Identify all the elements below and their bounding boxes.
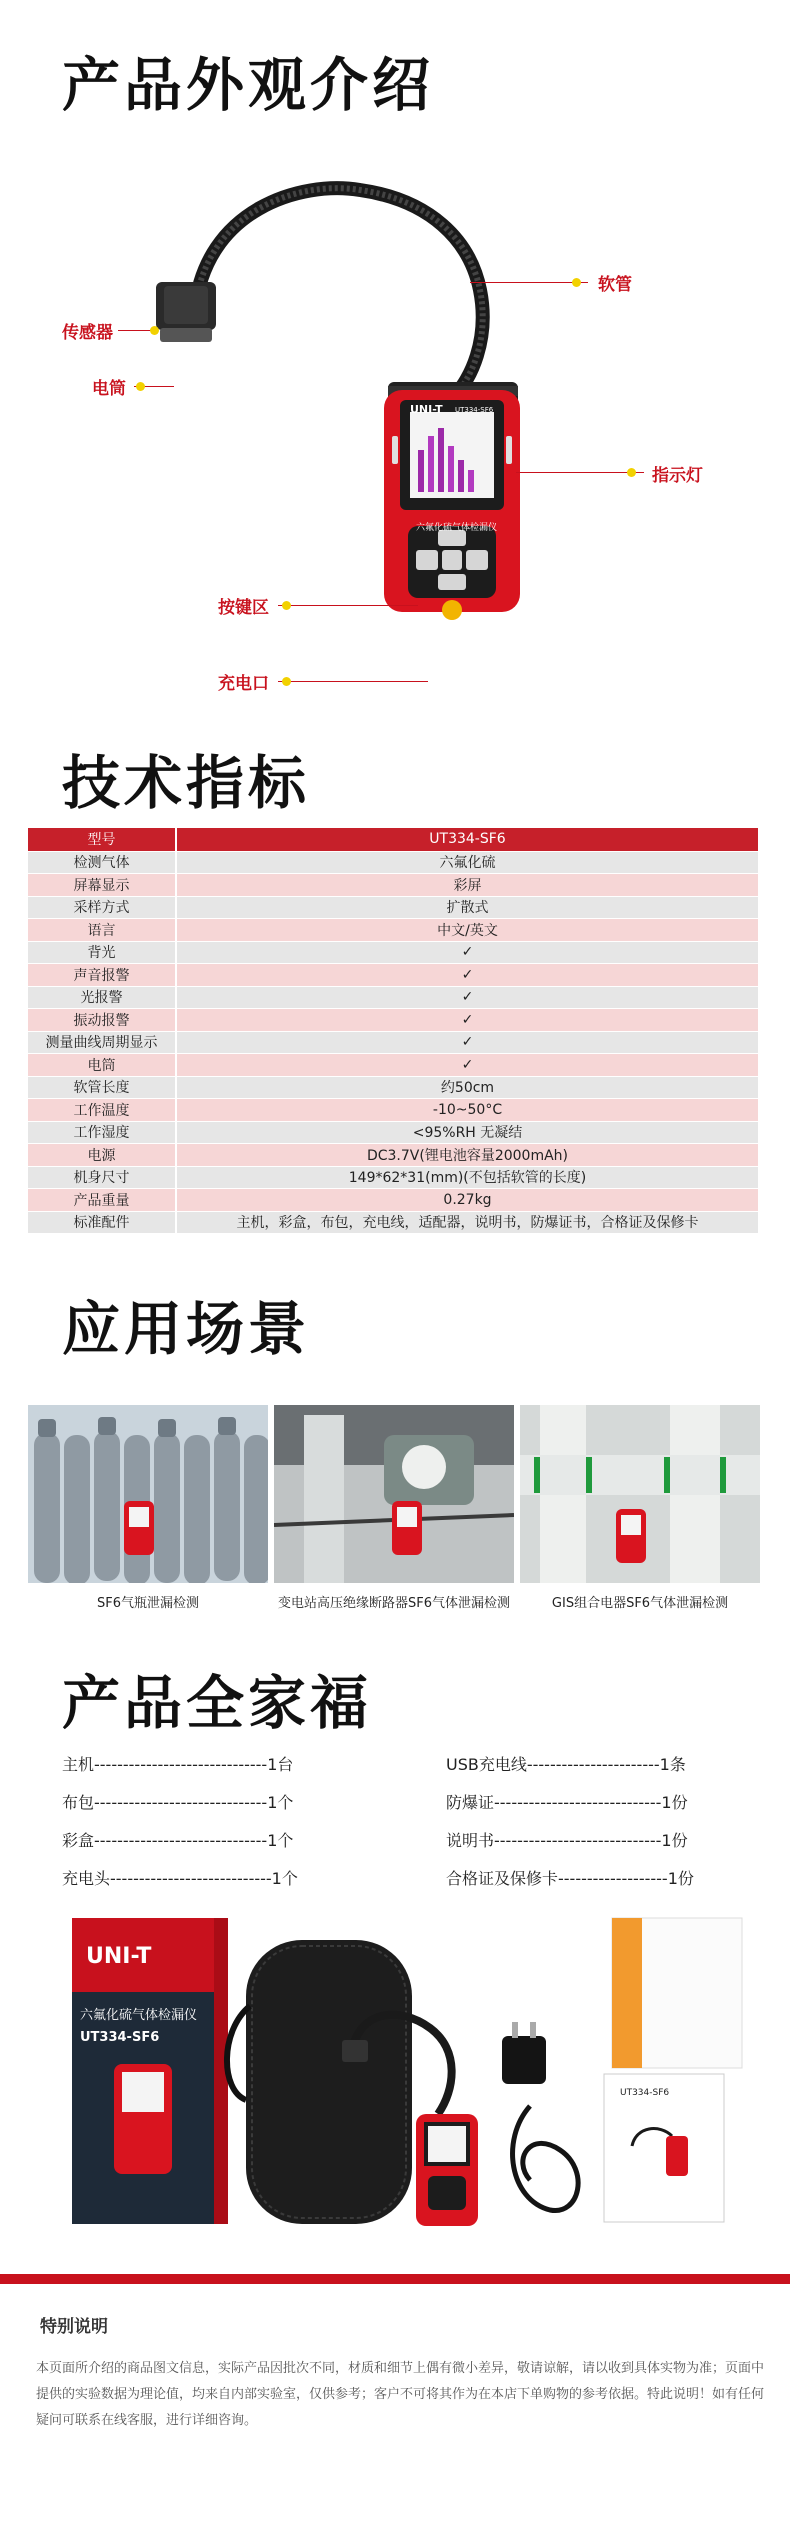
accessory-item: 充电头----------------------------1个	[62, 1869, 298, 1888]
spec-value: ✓	[176, 964, 758, 987]
label-hose: 软管	[598, 275, 632, 295]
spec-key: 机身尺寸	[28, 1166, 176, 1189]
spec-row	[28, 874, 758, 897]
dot-sensor	[150, 326, 159, 335]
spec-row	[28, 1211, 758, 1234]
spec-key: 屏幕显示	[28, 874, 176, 897]
spec-value: 主机，彩盒，布包，充电线，适配器，说明书，防爆证书，合格证及保修卡	[176, 1211, 758, 1234]
spec-row	[28, 896, 758, 919]
spec-row	[28, 1121, 758, 1144]
spec-header-value: UT334-SF6	[176, 828, 758, 851]
spec-value: <95%RH 无凝结	[176, 1121, 758, 1144]
notice-title: 特别说明	[40, 2317, 108, 2337]
spec-row	[28, 1031, 758, 1054]
cert-mark: CNEX	[582, 1988, 612, 2067]
spec-table	[28, 828, 758, 1234]
spec-key: 电筒	[28, 1054, 176, 1077]
spec-key: 电源	[28, 1144, 176, 1167]
spec-row	[28, 1144, 758, 1167]
accessory-item: USB充电线-----------------------1条	[446, 1755, 686, 1774]
label-keypad: 按键区	[218, 598, 269, 618]
spec-row	[28, 1054, 758, 1077]
spec-row	[28, 1166, 758, 1189]
spec-key: 产品重量	[28, 1189, 176, 1212]
device-model: UT334-SF6	[455, 406, 494, 414]
accessory-item: 布包------------------------------1个	[62, 1793, 294, 1812]
spec-value: ✓	[176, 1031, 758, 1054]
scenes-title: 应用场景	[62, 1295, 311, 1363]
spec-row	[28, 1076, 758, 1099]
dot-indicator	[627, 468, 636, 477]
spec-key: 工作温度	[28, 1099, 176, 1122]
label-sensor: 传感器	[62, 323, 113, 343]
spec-value: ✓	[176, 1009, 758, 1032]
accessory-item: 防爆证-----------------------------1份	[446, 1793, 688, 1812]
label-charge-port: 充电口	[218, 674, 269, 694]
spec-row	[28, 1189, 758, 1212]
label-flashlight: 电筒	[92, 379, 126, 399]
box-brand: UNI-T	[86, 1944, 152, 1969]
spec-key: 光报警	[28, 986, 176, 1009]
spec-value: DC3.7V(锂电池容量2000mAh)	[176, 1144, 758, 1167]
lead-indicator	[516, 472, 644, 473]
spec-row	[28, 1009, 758, 1032]
box-name: 六氟化硫气体检漏仪	[80, 2008, 198, 2023]
spec-key: 采样方式	[28, 896, 176, 919]
spec-value: -10~50°C	[176, 1099, 758, 1122]
specs-title: 技术指标	[62, 749, 311, 817]
scene-photo-substation	[274, 1405, 514, 1583]
lead-keypad	[278, 605, 418, 606]
accessory-item: 主机------------------------------1台	[62, 1755, 294, 1774]
spec-key: 工作湿度	[28, 1121, 176, 1144]
family-photo	[60, 1910, 760, 2240]
dot-flashlight	[136, 382, 145, 391]
spec-key: 软管长度	[28, 1076, 176, 1099]
spec-key: 检测气体	[28, 851, 176, 874]
spec-value: ✓	[176, 1054, 758, 1077]
lead-charge-port	[278, 681, 428, 682]
dot-hose	[572, 278, 581, 287]
box-model: UT334-SF6	[80, 2030, 160, 2045]
accessory-item: 合格证及保修卡-------------------1份	[446, 1869, 694, 1888]
scene-photo-cylinders	[28, 1405, 268, 1583]
label-indicator: 指示灯	[652, 466, 703, 486]
scene-photo-gis	[520, 1405, 760, 1583]
spec-header-key: 型号	[28, 828, 176, 851]
spec-row	[28, 986, 758, 1009]
spec-value: 约50cm	[176, 1076, 758, 1099]
device-screen-title: 六氟化硫气体检漏仪	[416, 523, 498, 533]
manual-model: UT334-SF6	[620, 2088, 670, 2098]
spec-value: ✓	[176, 986, 758, 1009]
spec-key: 标准配件	[28, 1211, 176, 1234]
lead-hose	[470, 282, 588, 283]
spec-value: 六氟化硫	[176, 851, 758, 874]
spec-value: 扩散式	[176, 896, 758, 919]
notice-text: 本页面所介绍的商品图文信息，实际产品因批次不同，材质和细节上偶有微小差异，敬请谅解，请以收到具体实物为准；页面中提供的实验数据为理论值，均来自内部实验室，仅供参考；客户不可将其作为在本店下单购物的参考依据。特此说明！如有任何疑问可联系在线客服，进行详细咨询。	[36, 2361, 765, 2428]
spec-header-row	[28, 828, 758, 851]
accessory-item: 彩盒------------------------------1个	[62, 1831, 294, 1850]
spec-key: 声音报警	[28, 964, 176, 987]
spec-value: 彩屏	[176, 874, 758, 897]
spec-key: 语言	[28, 919, 176, 942]
spec-key: 背光	[28, 941, 176, 964]
spec-key: 振动报警	[28, 1009, 176, 1032]
spec-key: 测量曲线周期显示	[28, 1031, 176, 1054]
spec-value: 149*62*31(mm)(不包括软管的长度)	[176, 1166, 758, 1189]
spec-value: ✓	[176, 941, 758, 964]
spec-row	[28, 964, 758, 987]
spec-row	[28, 851, 758, 874]
spec-row	[28, 919, 758, 942]
dot-keypad	[282, 601, 291, 610]
scene-caption-1: SF6气瓶泄漏检测	[96, 1596, 199, 1611]
accessory-item: 说明书-----------------------------1份	[446, 1831, 688, 1850]
family-title: 产品全家福	[62, 1669, 373, 1737]
spec-value: 0.27kg	[176, 1189, 758, 1212]
notice-divider	[0, 2274, 790, 2284]
scene-caption-3: GIS组合电器SF6气体泄漏检测	[551, 1596, 729, 1611]
appearance-title: 产品外观介绍	[62, 51, 435, 119]
spec-row	[28, 1099, 758, 1122]
dot-charge-port	[282, 677, 291, 686]
spec-row	[28, 941, 758, 964]
spec-value: 中文/英文	[176, 919, 758, 942]
device-brand: UNI-T	[410, 403, 443, 416]
scene-caption-2: 变电站高压绝缘断路器SF6气体泄漏检测	[277, 1596, 510, 1611]
